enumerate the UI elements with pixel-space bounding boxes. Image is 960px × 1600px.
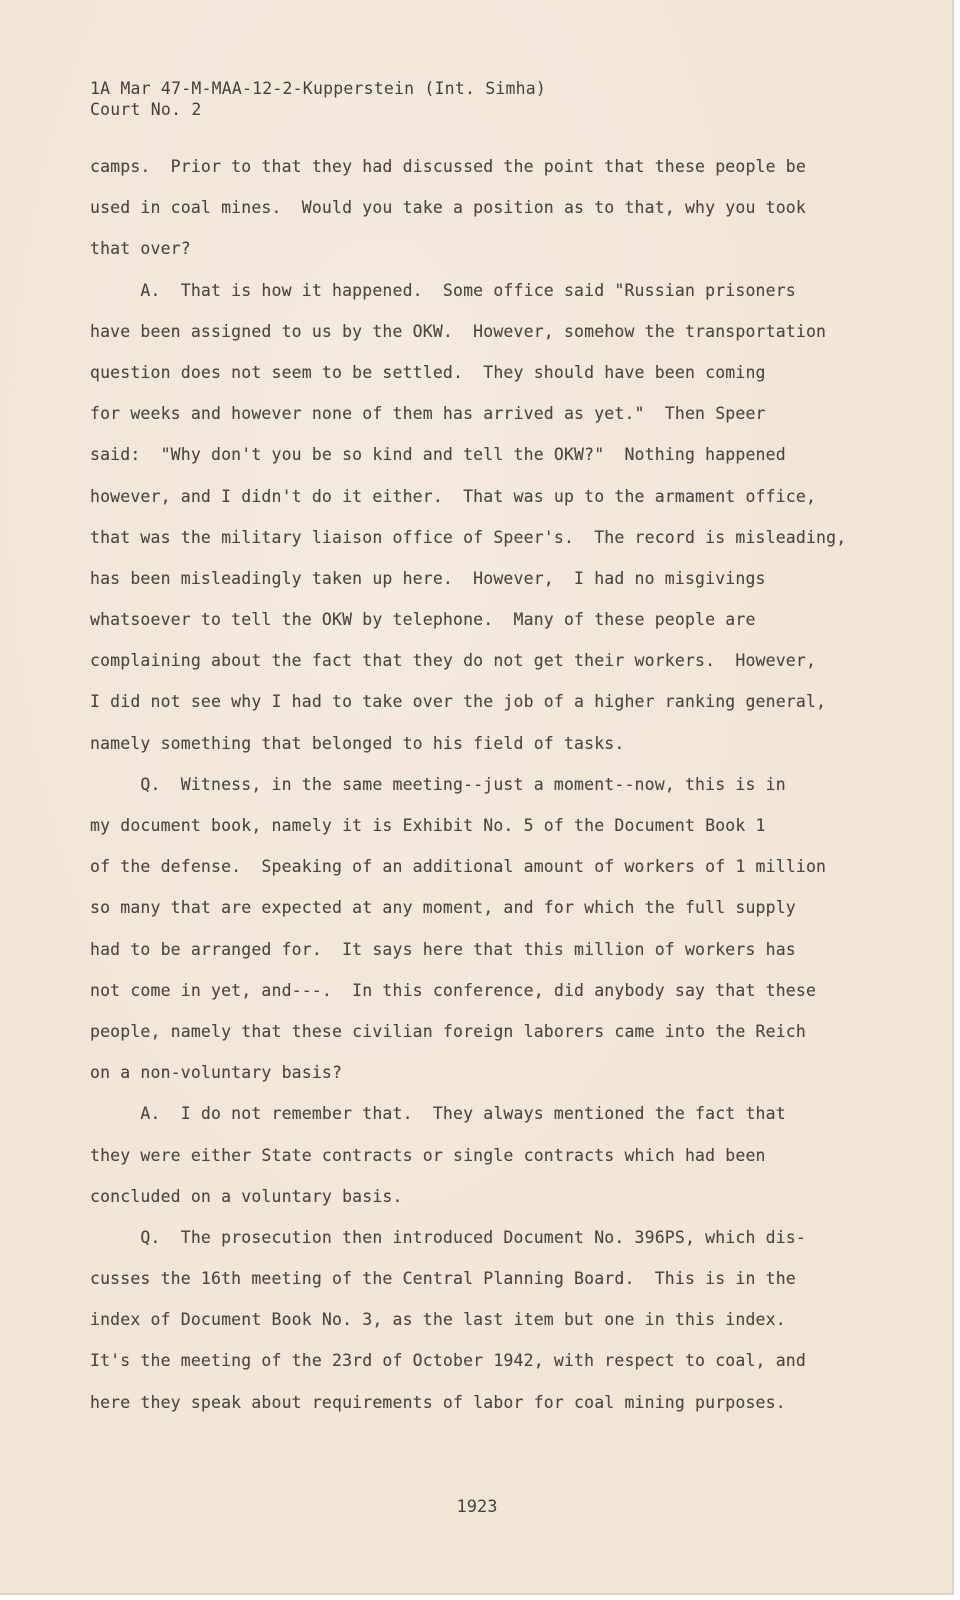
transcript-line: camps. Prior to that they had discussed the point that these people be	[90, 157, 806, 176]
transcript-line: question does not seem to be settled. They should have been coming	[90, 362, 766, 382]
transcript-line: that over?	[90, 239, 191, 259]
transcript-line: has been misleadingly taken up here. However, I had no misgivings	[90, 568, 766, 588]
transcript-body	[90, 156, 870, 1433]
page-number: 1923	[456, 1497, 498, 1517]
transcript-line: have been assigned to us by the OKW. However, somehow the transportation	[90, 321, 827, 341]
transcript-line: whatsoever to tell the OKW by telephone. Many of these people are	[90, 610, 756, 630]
transcript-line: for weeks and however none of them has arrived as yet." Then Speer	[90, 404, 766, 424]
header-line-1: 1A Mar 47-M-MAA-12-2-Kupperstein (Int. Simha)	[90, 79, 547, 98]
transcript-line: they were either State contracts or single contracts which had been	[90, 1145, 766, 1165]
transcript-line: so many that are expected at any moment, and for which the full supply	[90, 898, 796, 918]
transcript-line: index of Document Book No. 3, as the last item but one in this index.	[90, 1310, 786, 1330]
transcript-line: A. I do not remember that. They always mentioned the fact that	[90, 1104, 786, 1124]
transcript-line: that was the military liaison office of Speer's. The record is misleading,	[90, 527, 847, 547]
transcript-line: here they speak about requirements of labor for coal mining purposes.	[90, 1392, 786, 1412]
transcript-line: Q. Witness, in the same meeting--just a moment--now, this is in	[90, 774, 786, 794]
transcript-line: A. That is how it happened. Some office said "Russian prisoners	[90, 280, 796, 300]
transcript-line: complaining about the fact that they do not get their workers. However,	[90, 651, 817, 671]
transcript-line: said: "Why don't you be so kind and tell the OKW?" Nothing happened	[90, 445, 786, 465]
transcript-line: however, and I didn't do it either. That was up to the armament office,	[90, 486, 817, 506]
document-header	[90, 78, 546, 120]
transcript-line: of the defense. Speaking of an additional amount of workers of 1 million	[90, 857, 827, 877]
transcript-line: namely something that belonged to his field of tasks.	[90, 733, 625, 753]
transcript-line: cusses the 16th meeting of the Central Planning Board. This is in the	[90, 1269, 796, 1289]
transcript-line: people, namely that these civilian foreign laborers came into the Reich	[90, 1021, 806, 1041]
transcript-line: I did not see why I had to take over the job of a higher ranking general,	[90, 692, 827, 712]
transcript-line: not come in yet, and---. In this conference, did anybody say that these	[90, 980, 817, 1000]
transcript-line: had to be arranged for. It says here that this million of workers has	[90, 939, 796, 959]
transcript-line: on a non-voluntary basis?	[90, 1063, 343, 1083]
transcript-line: Q. The prosecution then introduced Document No. 396PS, which dis-	[90, 1227, 806, 1247]
transcript-line: It's the meeting of the 23rd of October 1942, with respect to coal, and	[90, 1351, 806, 1371]
transcript-line: used in coal mines. Would you take a position as to that, why you took	[90, 198, 806, 218]
transcript-line: my document book, namely it is Exhibit No. 5 of the Document Book 1	[90, 816, 766, 835]
transcript-line: concluded on a voluntary basis.	[90, 1186, 403, 1206]
header-line-2: Court No. 2	[90, 100, 202, 119]
